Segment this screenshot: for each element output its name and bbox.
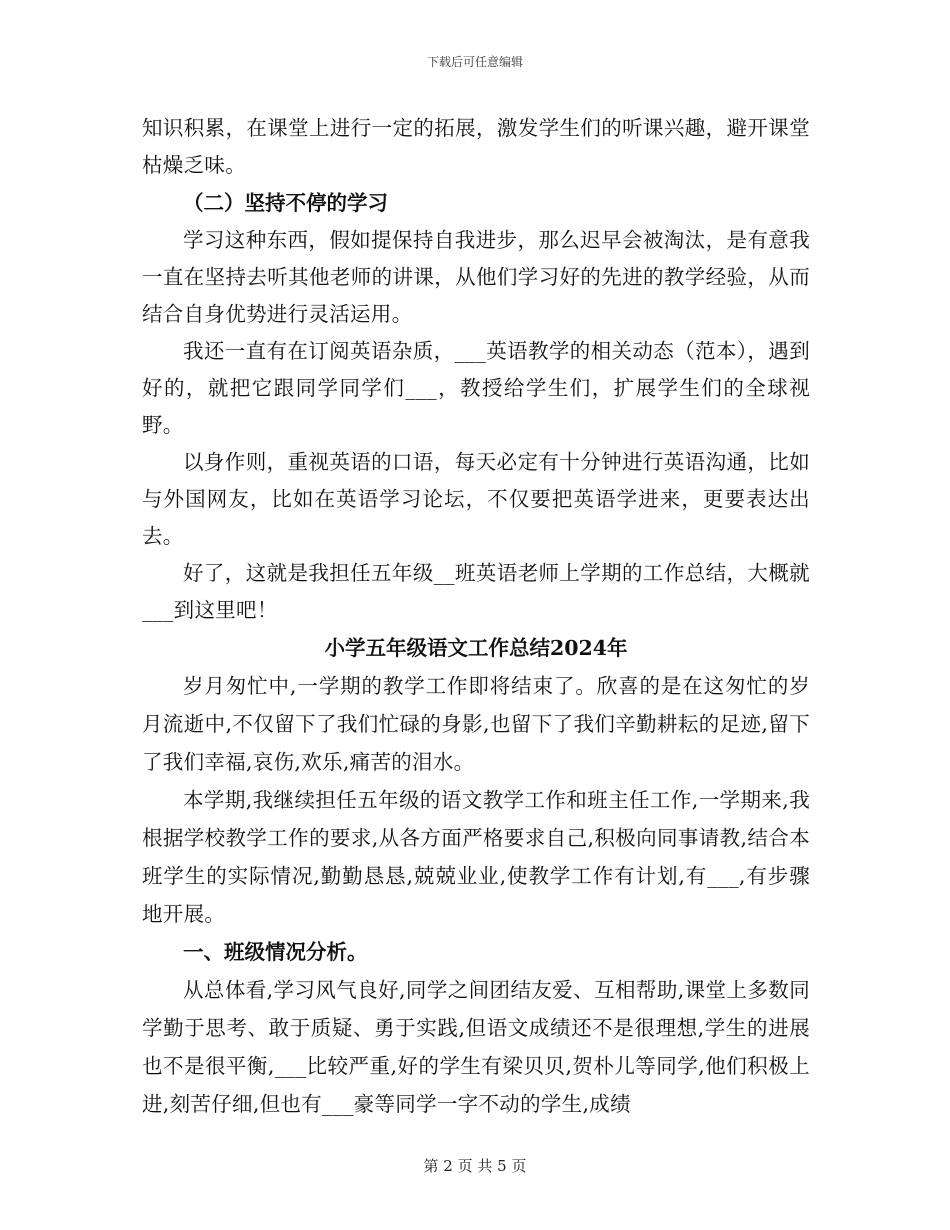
document-title: 小学五年级语文工作总结2024年 <box>324 636 628 660</box>
paragraph-6: 岁月匆忙中,一学期的教学工作即将结束了。欣喜的是在这匆忙的岁月流逝中,不仅留下了我们忙碌的身影,也留下了我们辛勤耕耘的足迹,留下了我们幸福,哀伤,欢乐,痛苦的泪水。 <box>142 674 810 774</box>
section-heading-1: 一、班级情况分析。 <box>183 940 368 964</box>
paragraph-7: 本学期,我继续担任五年级的语文教学工作和班主任工作,一学期来,我根据学校教学工作的要求,从各方面严格要求自己,积极向同事请教,结合本班学生的实际情况,勤勤恳恳,兢兢业业,使教学工作有计划,有___,有步骤地开展。 <box>142 788 810 926</box>
paragraph-5: 好了，这就是我担任五年级__班英语老师上学期的工作总结，大概就___到这里吧！ <box>142 561 810 622</box>
paragraph-8: 从总体看,学习风气良好,同学之间团结友爱、互相帮助,课堂上多数同学勤于思考、敢于质疑、勇于实践,但语文成绩还不是很理想,学生的进展也不是很平衡,___比较严重,好的学生有梁贝贝,贺朴儿等同学,他们积极上进,刻苦仔细,但也有___豪等同学一字不动的学生,成绩 <box>142 978 810 1116</box>
page-footer: 第 2 页 共 5 页 <box>423 1157 527 1175</box>
document-body <box>142 110 810 1123</box>
page-header: 下载后可任意编辑 <box>426 55 523 69</box>
paragraph-3: 我还一直有在订阅英语杂质，___英语教学的相关动态（范本），遇到好的，就把它跟同学同学们___，教授给学生们，扩展学生们的全球视野。 <box>142 339 810 437</box>
paragraph-4: 以身作则，重视英语的口语，每天必定有十分钟进行英语沟通，比如与外国网友，比如在英语学习论坛，不仅要把英语学进来，更要表达出去。 <box>142 450 810 548</box>
paragraph-2: 学习这种东西，假如提保持自我进步，那么迟早会被淘汰，是有意我一直在坚持去听其他老师的讲课，从他们学习好的先进的教学经验，从而结合自身优势进行灵活运用。 <box>142 228 810 326</box>
paragraph-1: 知识积累，在课堂上进行一定的拓展，激发学生们的听课兴趣，避开课堂枯燥乏味。 <box>142 116 810 177</box>
section-heading-2: （二）坚持不停的学习 <box>183 191 388 215</box>
